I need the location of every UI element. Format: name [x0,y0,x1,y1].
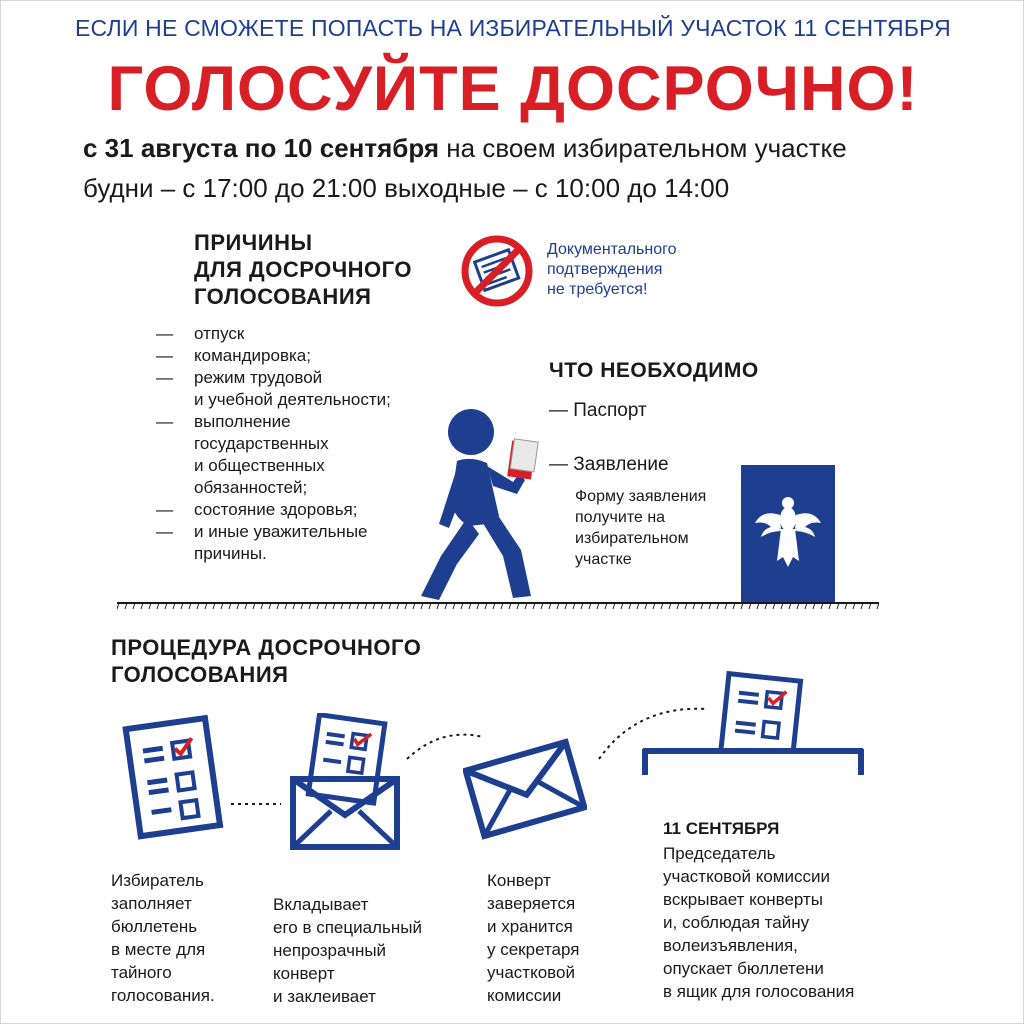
step-line: и заклеивает [273,987,376,1006]
step-line: и хранится [487,917,573,936]
procedure-title [111,634,421,688]
application-note [575,486,745,570]
step-line: волеизъявления, [663,936,798,955]
note-line: участке [575,551,632,568]
reasons-list [156,323,391,565]
list-item: — и иные уважительные причины. [156,521,391,565]
list-item-line: причины. [194,544,267,563]
step-line: участковой [487,963,575,982]
step-line: непрозрачный [273,941,387,960]
reasons-title-line: ДЛЯ ДОСРОЧНОГО [194,257,412,282]
list-item: — командировка; [156,345,391,367]
list-item-line: и общественных [194,456,325,475]
step-line: опускает бюллетени [663,959,824,978]
dotted-connector [229,799,283,809]
note-line: подтверждения [547,261,663,278]
needed-application: — Заявление [549,454,669,475]
step-line: Вкладывает [273,895,369,914]
step-line: в ящик для голосования [663,982,855,1001]
step-line: Председатель [663,844,776,863]
note-line: Форму заявления [575,488,707,505]
hours-line: будни – с 17:00 до 21:00 выходные – с 10:00 до 14:00 [83,173,730,203]
sealed-envelope-icon [463,737,587,841]
list-item-line: режим трудовой [194,368,323,387]
step-2-text [273,893,422,1008]
list-item-line: состояние здоровья; [194,500,358,519]
reasons-title-line: ПРИЧИНЫ [194,230,313,255]
dates-rest: на своем избирательном участке [446,133,847,163]
needed-passport: — Паспорт [549,400,647,421]
step-line: тайного [111,963,172,982]
final-date: 11 СЕНТЯБРЯ [663,819,780,838]
dates-line [83,133,847,164]
step-line: заполняет [111,894,192,913]
list-item: — выполнение государственных и общественных обязанностей; [156,411,391,499]
note-line: не требуется! [547,281,648,298]
no-document-note [547,240,676,300]
step-3-text [487,869,579,1007]
step-line: голосования. [111,986,215,1005]
step-line: заверяется [487,894,576,913]
step-line: Конверт [487,871,551,890]
step-line: в месте для [111,940,206,959]
step-line: вскрывает конверты [663,890,823,909]
note-line: Документального [547,241,677,258]
step-line: конверт [273,964,335,983]
step-line: Избиратель [111,871,204,890]
walking-person-icon [409,406,549,606]
list-item-line: и иные уважительные [194,522,368,541]
step-1-text [111,869,215,1007]
list-item-line: государственных [194,434,329,453]
reasons-title-line: ГОЛОСОВАНИЯ [194,284,372,309]
subtitle: ЕСЛИ НЕ СМОЖЕТЕ ПОПАСТЬ НА ИЗБИРАТЕЛЬНЫЙ УЧАСТОК 11 СЕНТЯБРЯ [74,15,951,41]
reasons-title [194,229,412,310]
list-item-line: обязанностей; [194,478,308,497]
list-item: — состояние здоровья; [156,499,391,521]
note-line: получите на [575,509,666,526]
ballot-icon [119,713,229,843]
emblem-banner [741,465,835,603]
dates-bold: с 31 августа по 10 сентября [83,133,440,163]
step-4-text [663,842,854,1003]
note-line: избирательном [575,530,689,547]
step-line: у секретаря [487,940,580,959]
list-item: — отпуск [156,323,391,345]
ground-line [117,601,879,611]
step-line: и, соблюдая тайну [663,913,810,932]
needed-title: ЧТО НЕОБХОДИМО [549,359,759,382]
procedure-title-line: ГОЛОСОВАНИЯ [111,662,289,687]
step-line: бюллетень [111,917,198,936]
list-item-line: и учебной деятельности; [194,390,391,409]
list-item-line: командировка; [194,346,311,365]
no-document-icon [459,233,535,309]
list-item: — режим трудовой и учебной деятельности; [156,368,391,409]
procedure-title-line: ПРОЦЕДУРА ДОСРОЧНОГО [111,635,422,660]
list-item-line: отпуск [194,324,245,343]
step-line: его в специальный [273,918,422,937]
step-line: комиссии [487,986,562,1005]
envelope-with-ballot-icon [285,713,405,853]
step-line: участковой комиссии [663,867,830,886]
headline: ГОЛОСУЙТЕ ДОСРОЧНО! [107,54,919,124]
ballot-box-icon [641,669,865,781]
list-item-line: выполнение [194,412,291,431]
